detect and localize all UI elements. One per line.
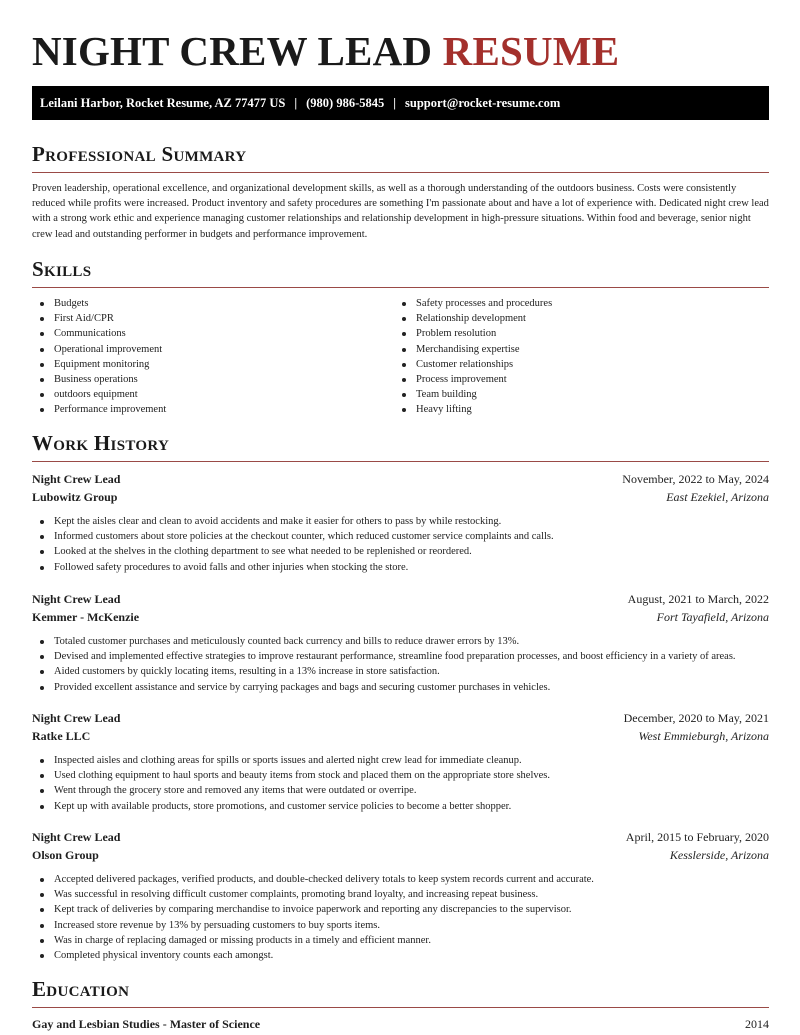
section-divider [32,287,769,288]
job-company: Lubowitz Group [32,490,118,504]
resume-title [32,0,769,77]
job-location: Fort Tayafield, Arizona [656,610,769,624]
skill-item: Process improvement [394,372,764,387]
job-entry [32,711,769,814]
job-title: Night Crew Lead [32,592,121,606]
skill-item: Budgets [32,296,392,311]
skills-list-right [394,296,764,418]
job-duties [32,753,769,814]
job-duty: Informed customers about store policies at the checkout counter, which reduced customer service complaints and calls. [32,529,769,544]
job-duty: Used clothing equipment to haul sports and beauty items from stock and placed them on the appropriate store shelves. [32,768,769,783]
skill-item: outdoors equipment [32,387,392,402]
skill-item: Performance improvement [32,402,392,417]
skill-item: Heavy lifting [394,402,764,417]
job-entry [32,830,769,963]
skill-item: Business operations [32,372,392,387]
job-duty: Devised and implemented effective strategies to improve restaurant performance, streamline food preparation processes, and boost efficiency in a variety of areas. [32,649,769,664]
contact-address: Leilani Harbor, Rocket Resume, AZ 77477 US [40,96,286,110]
contact-phone: (980) 986-5845 [306,96,385,110]
job-duty: Kept track of deliveries by comparing merchandise to invoice paperwork and reporting any discrepancies to the supervisor. [32,902,769,917]
skills-list-left [32,296,392,418]
skill-item: Equipment monitoring [32,357,392,372]
contact-email[interactable]: support@rocket-resume.com [405,96,561,110]
skill-item: Merchandising expertise [394,342,764,357]
skills-heading: Skills [32,257,92,281]
job-duties [32,872,769,963]
section-divider [32,1007,769,1008]
job-entry [32,472,769,575]
skill-item: Operational improvement [32,342,392,357]
job-title: Night Crew Lead [32,711,121,725]
skill-item: Relationship development [394,311,764,326]
education-degree: Gay and Lesbian Studies - Master of Science [32,1017,261,1031]
job-dates: December, 2020 to May, 2021 [623,711,769,725]
job-title: Night Crew Lead [32,830,121,844]
job-duty: Inspected aisles and clothing areas for spills or sports issues and alerted night crew lead for immediate cleanup. [32,753,769,768]
job-duty: Looked at the shelves in the clothing department to see what needed to be replenished or reordered. [32,544,769,559]
summary-heading: Professional Summary [32,142,247,166]
job-duty: Was successful in resolving difficult customer complaints, promoting brand loyalty, and increasing repeat business. [32,887,769,902]
job-dates: August, 2021 to March, 2022 [627,592,769,606]
job-duty: Totaled customer purchases and meticulously counted back currency and bills to reduce drawer errors by 13%. [32,634,769,649]
job-location: East Ezekiel, Arizona [666,490,769,504]
job-duty: Was in charge of replacing damaged or missing products in a timely and efficient manner. [32,933,769,948]
job-entry [32,592,769,695]
title-main: NIGHT CREW LEAD [32,28,433,74]
contact-bar [32,86,769,120]
job-duty: Kept the aisles clear and clean to avoid accidents and make it easier for others to pass by while restocking. [32,514,769,529]
summary-text: Proven leadership, operational excellence, and organizational development skills, as well as a thorough understanding of the outdoors business. Costs were consistently reduced while profits were increased. Product inventory and safety procedures are something I'm passionate about and have a lot of experience with. Dedicated night crew lead with a strong work ethic and experience managing customer relationships and relationship development in high-pressure situations. Within food and beverage, senior night crew lead and outstanding performer in budgets and performance improvement. [32,183,769,240]
work-heading: Work History [32,431,170,455]
education-heading: Education [32,977,130,1001]
job-duty: Increased store revenue by 13% by persuading customers to buy sports items. [32,918,769,933]
education-entry [32,1017,769,1033]
job-duty: Kept up with available products, store promotions, and customer service policies to become a better shopper. [32,799,769,814]
contact-separator: | [393,96,397,110]
skill-item: Communications [32,326,392,341]
skill-item: Problem resolution [394,326,764,341]
education-year: 2014 [745,1017,769,1031]
job-location: Kesslerside, Arizona [669,848,769,862]
job-duty: Provided excellent assistance and service by carrying packages and bags and securing customer purchases in vehicles. [32,680,769,695]
resume-page [32,0,769,1031]
job-dates: November, 2022 to May, 2024 [622,472,769,486]
job-company: Kemmer - McKenzie [32,610,140,624]
job-title: Night Crew Lead [32,472,121,486]
job-duty: Followed safety procedures to avoid falls and other injuries when stocking the store. [32,560,769,575]
skill-item: Safety processes and procedures [394,296,764,311]
job-company: Ratke LLC [32,729,91,743]
skill-item: First Aid/CPR [32,311,392,326]
contact-separator: | [294,96,298,110]
job-location: West Emmieburgh, Arizona [638,729,769,743]
job-duty: Aided customers by quickly locating items, resulting in a 13% increase in store satisfaction. [32,664,769,679]
job-company: Olson Group [32,848,99,862]
skill-item: Team building [394,387,764,402]
job-duties [32,514,769,575]
section-divider [32,172,769,173]
skill-item: Customer relationships [394,357,764,372]
job-duty: Accepted delivered packages, verified products, and double-checked delivery totals to keep system records current and accurate. [32,872,769,887]
section-divider [32,461,769,462]
job-duty: Completed physical inventory counts each amongst. [32,948,769,963]
job-duty: Went through the grocery store and removed any items that were outdated or overripe. [32,783,769,798]
title-accent: RESUME [442,28,620,74]
job-duties [32,634,769,695]
job-dates: April, 2015 to February, 2020 [625,830,769,844]
